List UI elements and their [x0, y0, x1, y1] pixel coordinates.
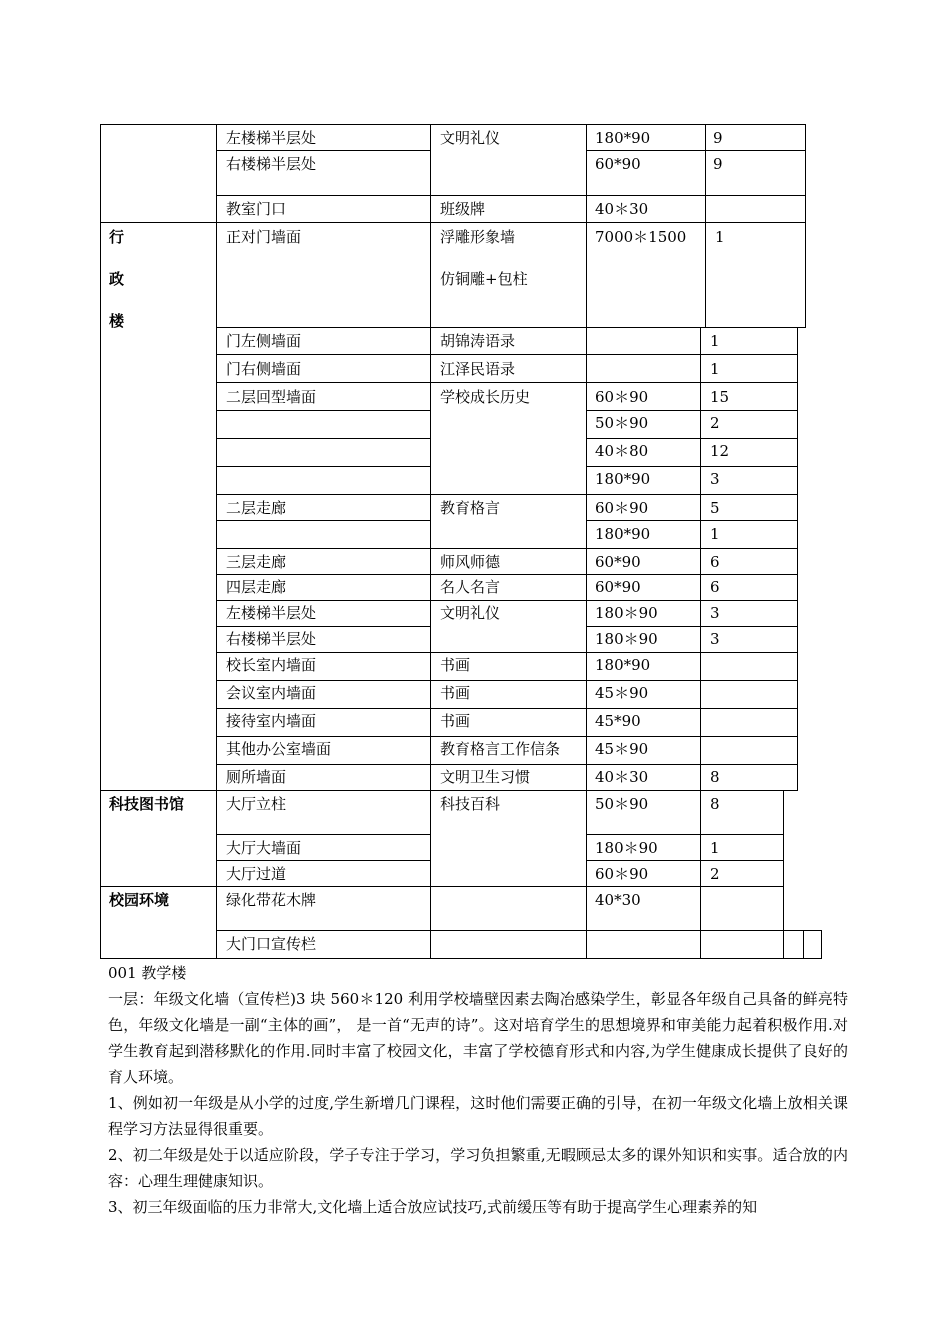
- table-cell: 180＊90: [595, 630, 658, 648]
- table-cell: 1: [710, 360, 720, 378]
- table-cell: 仿铜雕+包柱: [440, 270, 528, 288]
- table-cell: 60*90: [595, 553, 641, 571]
- table-cell: 科技百科: [440, 795, 501, 813]
- table-cell: 180*90: [595, 129, 651, 147]
- table-cell: 班级牌: [440, 200, 486, 218]
- table-cell: 厕所墙面: [226, 768, 287, 786]
- table-cell: 大门口宣传栏: [226, 935, 317, 953]
- table-cell: 大厅大墙面: [226, 839, 302, 857]
- table-cell: 7000＊1500: [595, 228, 687, 246]
- table-cell: 门左侧墙面: [226, 332, 302, 350]
- table-cell: 50＊90: [595, 414, 649, 432]
- table-cell: 教室门口: [226, 200, 287, 218]
- table-cell: 15: [710, 388, 730, 406]
- building-label: 校园环境: [109, 891, 170, 909]
- table-cell: 校长室内墙面: [226, 656, 317, 674]
- table-cell: 左楼梯半层处: [226, 129, 317, 147]
- table-cell: 40＊30: [595, 200, 649, 218]
- paragraph: 1、例如初一年级是从小学的过度,学生新增几门课程，这时他们需要正确的引导，在初一年级文化墙上放相关课程学习方法显得很重要。: [108, 1094, 848, 1138]
- table-cell: 大厅立柱: [226, 795, 287, 813]
- table-cell: 教育格言: [440, 499, 501, 517]
- table-cell: 40＊80: [595, 442, 649, 460]
- table-cell: 右楼梯半层处: [226, 630, 317, 648]
- table-cell: 45＊90: [595, 684, 649, 702]
- table-cell: 文明礼仪: [440, 129, 501, 147]
- table-cell: 60＊90: [595, 865, 649, 883]
- table-cell: 四层走廊: [226, 578, 287, 596]
- table-cell: 书画: [440, 684, 471, 702]
- table-cell: 45＊90: [595, 740, 649, 758]
- table-cell: 2: [710, 865, 720, 883]
- table-cell: 2: [710, 414, 720, 432]
- table-cell: 右楼梯半层处: [226, 155, 317, 173]
- building-label-char: 政: [109, 270, 125, 288]
- table-cell: 文明卫生习惯: [440, 768, 531, 786]
- table-cell: 江泽民语录: [440, 360, 516, 378]
- table-cell: 60＊90: [595, 499, 649, 517]
- table-cell: 180*90: [595, 656, 651, 674]
- table-cell: 12: [710, 442, 730, 460]
- table-cell: 8: [710, 795, 720, 813]
- table-cell: 浮雕形象墙: [440, 228, 516, 246]
- table-cell: 1: [715, 228, 725, 246]
- table-cell: 60*90: [595, 578, 641, 596]
- table-cell: 二层回型墙面: [226, 388, 317, 406]
- table-cell: 40*30: [595, 891, 641, 909]
- building-label: 科技图书馆: [109, 795, 185, 813]
- table-cell: 胡锦涛语录: [440, 332, 516, 350]
- table-cell: 180＊90: [595, 839, 658, 857]
- table-cell: 师风师德: [440, 553, 501, 571]
- table-cell: 书画: [440, 656, 471, 674]
- table-cell: 45*90: [595, 712, 641, 730]
- building-label-char: 行: [109, 228, 125, 246]
- body-text: [108, 960, 848, 1220]
- table-cell: 接待室内墙面: [226, 712, 317, 730]
- table-cell: 60＊90: [595, 388, 649, 406]
- table-cell: 60*90: [595, 155, 641, 173]
- table-cell: 门右侧墙面: [226, 360, 302, 378]
- table-cell: 其他办公室墙面: [226, 740, 332, 758]
- table-cell: 9: [713, 155, 723, 173]
- paragraph: 一层：年级文化墙（宣传栏)3 块 560＊120 利用学校墙壁因素去陶冶感染学生，彰显各年级自己具备的鲜亮特色，年级文化墙是一副“主体的画”， 是一首“无声的诗”。这对培育学生的思想境界和审美能力起着积极作用.对学生教育起到潜移默化的作用.同时丰富了校园文化，丰富了学校德育形式和内容,为学生健康成长提供了良好的育人环境。: [108, 990, 848, 1086]
- table-cell: 180*90: [595, 525, 651, 543]
- table-cell: 左楼梯半层处: [226, 604, 317, 622]
- table-cell: 二层走廊: [226, 499, 287, 517]
- paragraph: 2、初二年级是处于以适应阶段，学子专注于学习，学习负担繁重,无暇顾忌太多的课外知识和实事。适合放的内容：心理生理健康知识。: [108, 1146, 848, 1190]
- table-cell: 6: [710, 578, 720, 596]
- table-cell: 教育格言工作信条: [440, 740, 561, 758]
- table-cell: 3: [710, 470, 720, 488]
- table-cell: 书画: [440, 712, 471, 730]
- table-cell: 1: [710, 839, 720, 857]
- table-cell: 50＊90: [595, 795, 649, 813]
- table-cell: 3: [710, 604, 720, 622]
- table-cell: 会议室内墙面: [226, 684, 317, 702]
- table-cell: 三层走廊: [226, 553, 287, 571]
- table-cell: 180*90: [595, 470, 651, 488]
- building-label-char: 楼: [109, 312, 125, 330]
- table-cell: 正对门墙面: [226, 228, 302, 246]
- table-cell: 8: [710, 768, 720, 786]
- table-cell: 6: [710, 553, 720, 571]
- table-cell: 180＊90: [595, 604, 658, 622]
- table-cell: 名人名言: [440, 578, 501, 596]
- table-cell: 绿化带花木牌: [226, 891, 317, 909]
- table-cell: 9: [713, 129, 723, 147]
- table-cell: 1: [710, 525, 720, 543]
- table-cell: 学校成长历史: [440, 388, 531, 406]
- table-cell: 40＊30: [595, 768, 649, 786]
- table-cell: 文明礼仪: [440, 604, 501, 622]
- table-cell: 1: [710, 332, 720, 350]
- table-cell: 3: [710, 630, 720, 648]
- paragraph: 3、初三年级面临的压力非常大,文化墙上适合放应试技巧,式前缓压等有助于提高学生心理素养的知: [108, 1198, 758, 1216]
- table-cell: 5: [710, 499, 720, 517]
- table-cell: 大厅过道: [226, 865, 287, 883]
- section-heading: 001 教学楼: [108, 964, 187, 982]
